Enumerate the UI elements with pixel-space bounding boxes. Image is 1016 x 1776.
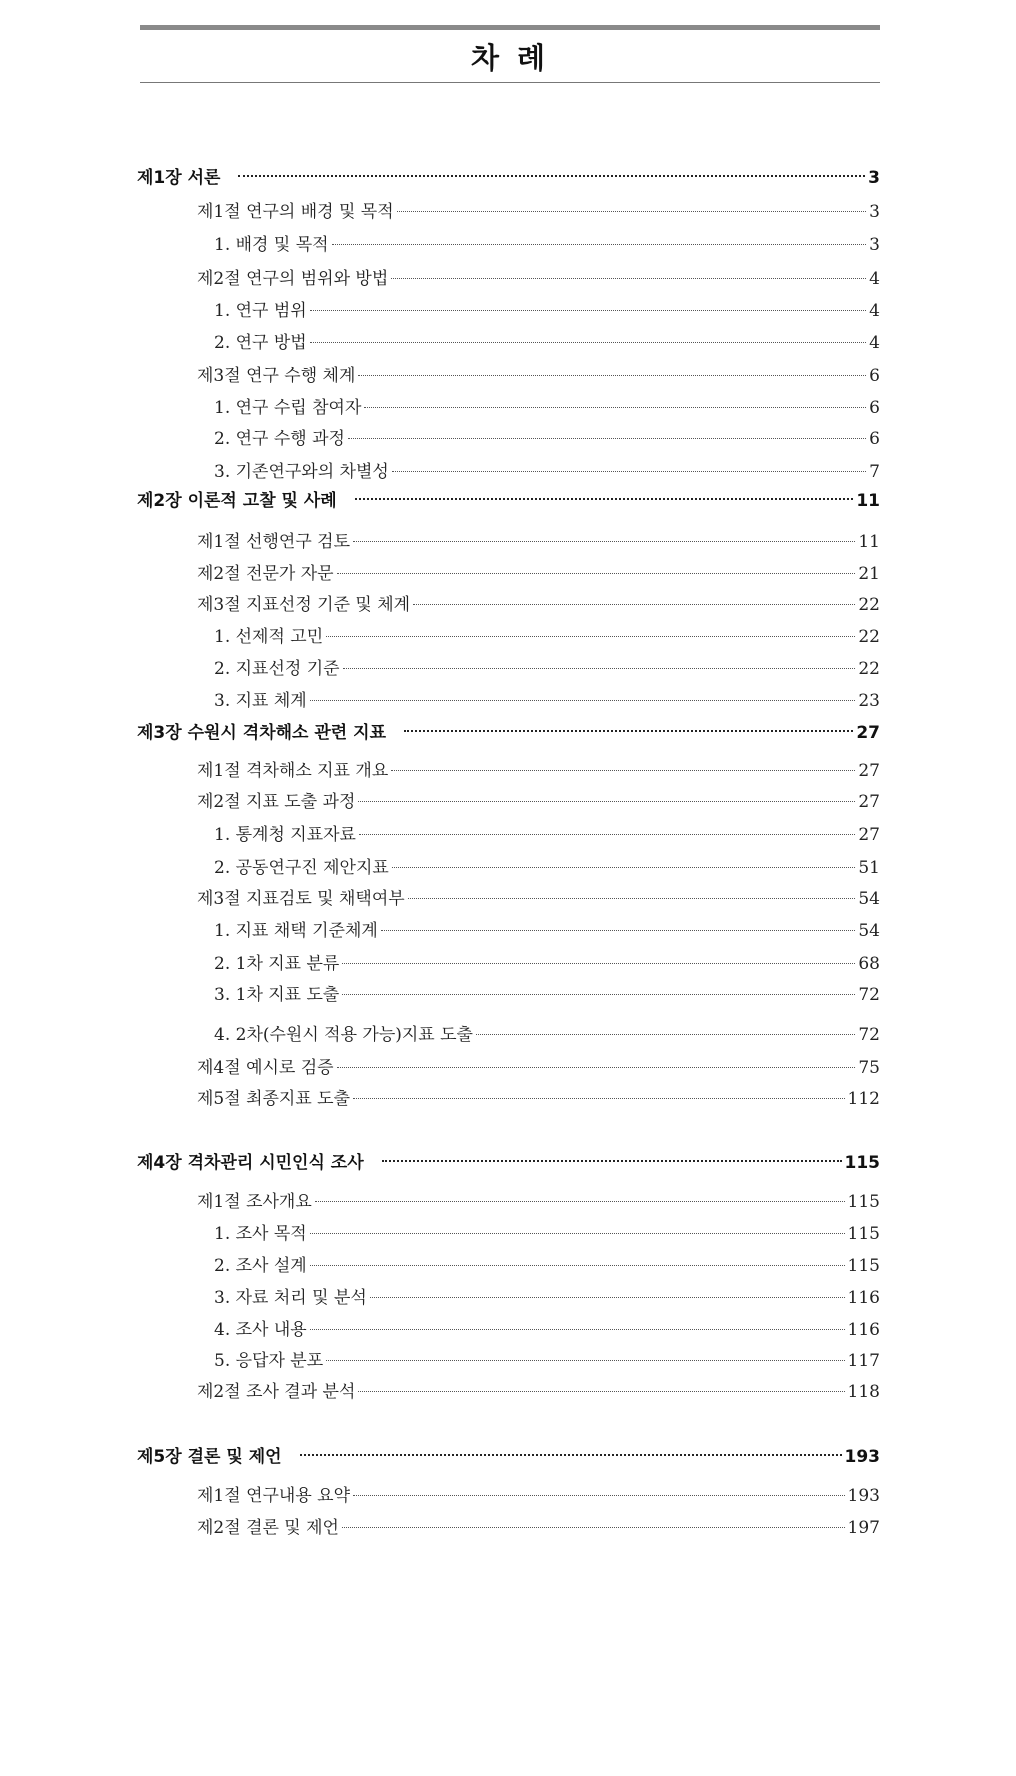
dot-leader [392,867,856,868]
dot-leader [359,834,855,835]
dot-leader [353,1098,845,1099]
dot-leader [238,175,865,177]
toc-entry-label: 제2절 조사 결과 분석 [197,1382,356,1402]
toc-subsection[interactable] [214,820,880,845]
toc-entry-label: 제1장 서론 [137,168,221,188]
toc-subsection[interactable] [214,296,880,321]
toc-page-number: 72 [858,1025,880,1045]
toc-entry-label: 제4절 예시로 검증 [197,1058,334,1078]
toc-entry-label: 1. 연구 수립 참여자 [214,398,362,418]
toc-page-number: 193 [847,1486,880,1506]
toc-entry-label: 3. 지표 체계 [214,691,307,711]
toc-section[interactable] [197,197,880,222]
toc-page-number: 72 [858,985,880,1005]
toc-subsection[interactable] [214,949,880,974]
dot-leader [342,1527,845,1528]
toc-page-number: 11 [856,491,880,511]
toc-section[interactable] [197,590,880,615]
toc-page-number: 4 [869,333,880,353]
toc-page-number: 27 [858,792,880,812]
dot-leader [408,898,856,899]
dot-leader [353,1495,845,1496]
toc-section[interactable] [197,756,880,781]
dot-leader [337,1067,856,1068]
toc-subsection[interactable] [214,328,880,353]
toc-entry-label: 제1절 선행연구 검토 [197,532,350,552]
dot-leader [343,668,856,669]
toc-subsection[interactable] [214,424,880,449]
toc-entry-label: 2. 조사 설계 [214,1256,307,1276]
toc-section[interactable] [197,1053,880,1078]
toc-entry-label: 3. 1차 지표 도출 [214,985,340,1005]
dot-leader [332,244,867,245]
dot-leader [337,573,856,574]
dot-leader [353,541,855,542]
toc-page-number: 193 [844,1447,880,1467]
toc-subsection[interactable] [214,853,880,878]
toc-entry-label: 제2절 결론 및 제언 [197,1518,339,1538]
dot-leader [392,471,866,472]
dot-leader [355,498,854,500]
dot-leader [310,310,866,311]
toc-page-number: 51 [858,858,880,878]
toc-section[interactable] [197,1513,880,1538]
toc-entry-label: 1. 선제적 고민 [214,627,324,647]
toc-chapter[interactable] [137,163,880,188]
dot-leader [382,1160,842,1162]
toc-page-number: 22 [858,659,880,679]
dot-leader [310,1329,845,1330]
toc-subsection[interactable] [214,654,880,679]
toc-subsection[interactable] [214,686,880,711]
toc-section[interactable] [197,884,880,909]
toc-subsection[interactable] [214,457,880,482]
toc-entry-label: 1. 통계청 지표자료 [214,825,356,845]
toc-entry-label: 1. 지표 채택 기준체계 [214,921,378,941]
toc-entry-label: 제1절 연구내용 요약 [197,1486,350,1506]
toc-page-number: 4 [869,269,880,289]
toc-entry-label: 제5절 최종지표 도출 [197,1089,350,1109]
dot-leader [364,407,866,408]
toc-subsection[interactable] [214,1346,880,1371]
toc-page-number: 117 [847,1351,880,1371]
toc-entry-label: 제3절 연구 수행 체계 [197,366,356,386]
dot-leader [391,770,855,771]
toc-page-number: 7 [869,462,880,482]
toc-page-number: 75 [858,1058,880,1078]
toc-section[interactable] [197,527,880,552]
dot-leader [310,1233,845,1234]
toc-page-number: 27 [858,761,880,781]
toc-subsection[interactable] [214,230,880,255]
dot-leader [381,930,856,931]
toc-entry-label: 제2장 이론적 고찰 및 사례 [137,491,337,511]
toc-entry-label: 3. 기존연구와의 차별성 [214,462,389,482]
dot-leader [310,700,856,701]
toc-subsection[interactable] [214,622,880,647]
title-top-rule [140,25,880,30]
toc-entry-label: 제2절 전문가 자문 [197,564,334,584]
toc-section[interactable] [197,1084,880,1109]
toc-page-number: 54 [858,921,880,941]
toc-entry-label: 제3절 지표선정 기준 및 체계 [197,595,411,615]
toc-page-number: 118 [847,1382,880,1402]
dot-leader [326,1360,844,1361]
dot-leader [413,604,855,605]
toc-entry-label: 1. 조사 목적 [214,1224,307,1244]
dot-leader [315,1201,845,1202]
dot-leader [358,1391,844,1392]
toc-entry-label: 3. 자료 처리 및 분석 [214,1288,367,1308]
toc-entry-label: 제3절 지표검토 및 채택여부 [197,889,405,909]
toc-page-number: 6 [869,398,880,418]
toc-page-number: 54 [858,889,880,909]
toc-page-number: 68 [858,954,880,974]
toc-page-number: 115 [847,1192,880,1212]
toc-page-number: 115 [844,1153,880,1173]
toc-chapter[interactable] [137,1442,880,1467]
toc-chapter[interactable] [137,486,880,511]
toc-page-number: 3 [868,168,880,188]
toc-entry-label: 1. 연구 범위 [214,301,307,321]
toc-section[interactable] [197,264,880,289]
toc-entry-label: 2. 연구 수행 과정 [214,429,345,449]
toc-entry-label: 2. 지표선정 기준 [214,659,340,679]
toc-section[interactable] [197,1187,880,1212]
toc-page-number: 21 [858,564,880,584]
dot-leader [358,801,855,802]
toc-page-number: 116 [847,1320,880,1340]
toc-subsection[interactable] [214,1251,880,1276]
toc-page-number: 3 [869,202,880,222]
dot-leader [326,636,855,637]
toc-subsection[interactable] [214,393,880,418]
dot-leader [342,963,855,964]
toc-page-number: 115 [847,1224,880,1244]
toc-page-number: 3 [869,235,880,255]
dot-leader [348,438,866,439]
title-bottom-rule [140,82,880,83]
toc-section[interactable] [197,1481,880,1506]
toc-entry-label: 제3장 수원시 격차해소 관련 지표 [137,723,386,743]
toc-page-number: 27 [858,825,880,845]
toc-entry-label: 제1절 조사개요 [197,1192,312,1212]
toc-section[interactable] [197,559,880,584]
toc-entry-label: 제2절 지표 도출 과정 [197,792,356,812]
dot-leader [391,278,866,279]
toc-entry-label: 4. 조사 내용 [214,1320,307,1340]
dot-leader [300,1454,842,1456]
toc-subsection[interactable] [214,1219,880,1244]
toc-entry-label: 제4장 격차관리 시민인식 조사 [137,1153,364,1173]
toc-section[interactable] [197,1377,880,1402]
toc-entry-label: 4. 2차(수원시 적용 가능)지표 도출 [214,1025,473,1045]
dot-leader [358,375,866,376]
toc-section[interactable] [197,787,880,812]
dot-leader [310,342,866,343]
toc-entry-label: 2. 연구 방법 [214,333,307,353]
toc-page-number: 4 [869,301,880,321]
toc-subsection[interactable] [214,1315,880,1340]
dot-leader [342,994,855,995]
toc-page-number: 23 [858,691,880,711]
toc-subsection[interactable] [214,980,880,1005]
toc-page-number: 6 [869,366,880,386]
toc-page-number: 116 [847,1288,880,1308]
toc-entry-label: 5. 응답자 분포 [214,1351,324,1371]
dot-leader [397,211,867,212]
toc-section[interactable] [197,361,880,386]
page-title: 차 례 [470,41,550,75]
toc-chapter[interactable] [137,1148,880,1173]
toc-page-number: 27 [856,723,880,743]
toc-entry-label: 2. 공동연구진 제안지표 [214,858,389,878]
toc-entry-label: 1. 배경 및 목적 [214,235,329,255]
toc-entry-label: 2. 1차 지표 분류 [214,954,340,974]
toc-entry-label: 제5장 결론 및 제언 [137,1447,282,1467]
toc-entry-label: 제2절 연구의 범위와 방법 [197,269,389,289]
toc-subsection[interactable] [214,916,880,941]
toc-page-number: 11 [858,532,880,552]
toc-page-number: 115 [847,1256,880,1276]
dot-leader [370,1297,845,1298]
toc-subsection[interactable] [214,1283,880,1308]
toc-page-number: 6 [869,429,880,449]
toc-page-number: 22 [858,627,880,647]
dot-leader [476,1034,855,1035]
toc-chapter[interactable] [137,718,880,743]
toc-page-number: 22 [858,595,880,615]
toc-page-number: 197 [847,1518,880,1538]
toc-subsection[interactable] [214,1020,880,1045]
toc-page-number: 112 [847,1089,880,1109]
toc-entry-label: 제1절 연구의 배경 및 목적 [197,202,394,222]
dot-leader [404,730,853,732]
toc-entry-label: 제1절 격차해소 지표 개요 [197,761,389,781]
dot-leader [310,1265,845,1266]
